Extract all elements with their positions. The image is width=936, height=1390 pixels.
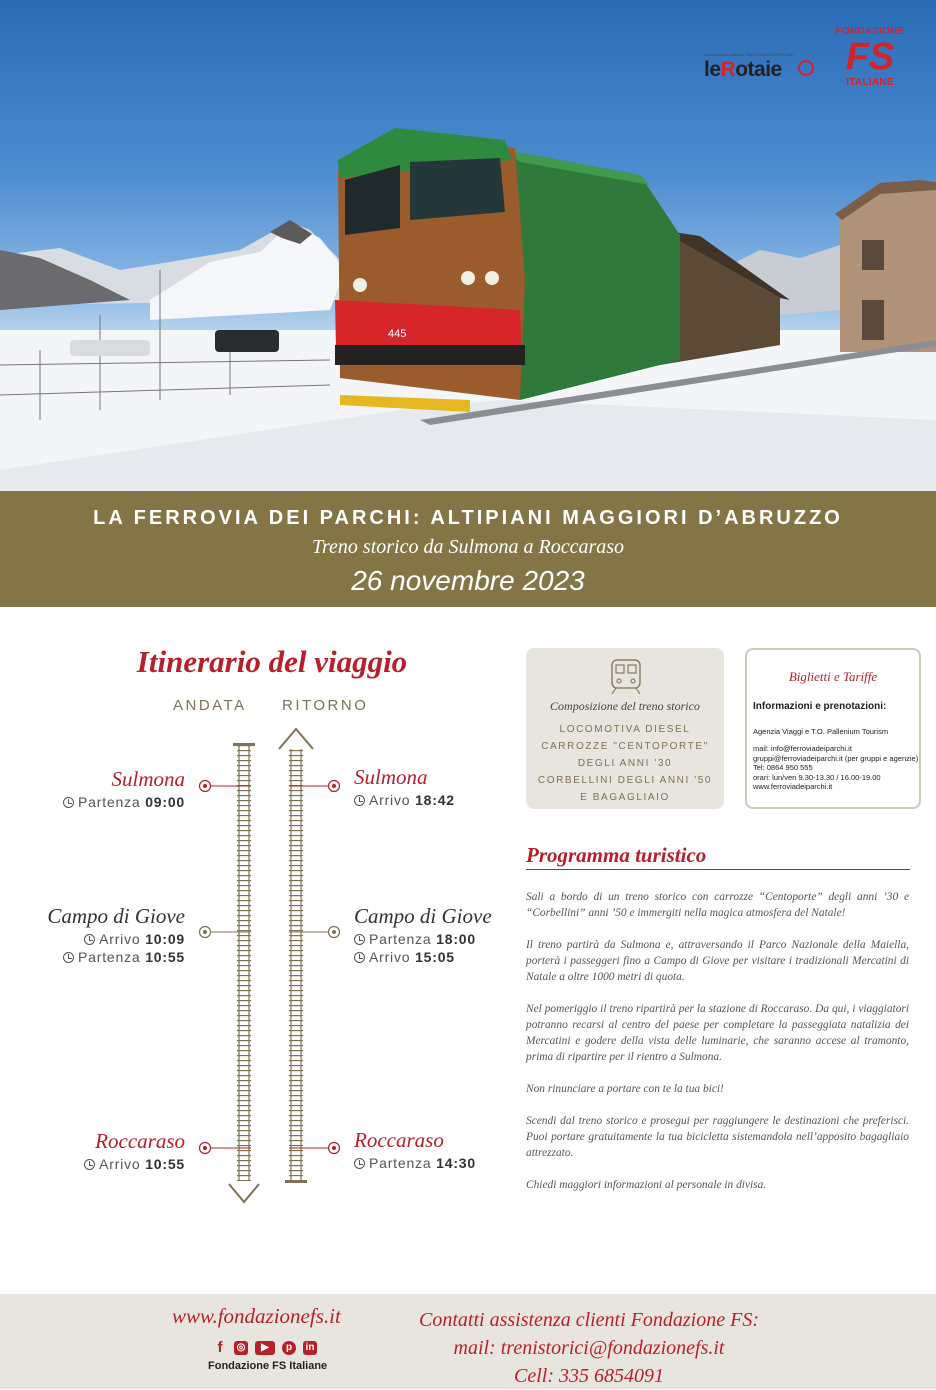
fs-logo-mark: FS: [845, 36, 895, 78]
andata-track: [229, 743, 259, 1202]
andata-stop-campo-di-giove: [20, 904, 185, 965]
program-text: [526, 889, 909, 1209]
fs-logo-top: FONDAZIONE: [835, 26, 905, 37]
itinerary-title: Itinerario del viaggio: [136, 644, 408, 679]
website-link[interactable]: www.fondazionefs.it: [172, 1304, 341, 1328]
stop-time: Arrivo 10:55: [30, 1156, 185, 1172]
ritorno-stop-roccaraso: [354, 1128, 504, 1171]
stop-time: Partenza 09:00: [30, 794, 185, 810]
andata-label: ANDATA: [173, 697, 247, 714]
stop-time: Partenza 10:55: [20, 949, 185, 965]
clock-icon: [354, 934, 365, 945]
composition-item: E BAGAGLIAIO: [580, 792, 670, 803]
train-icon: [609, 656, 643, 696]
tickets-group-mail[interactable]: gruppi@ferroviadeiparchi.it (per gruppi e agenzie): [753, 753, 919, 763]
footer: [0, 1294, 936, 1389]
ritorno-stop-sulmona: [354, 765, 504, 808]
andata-stop-roccaraso: [30, 1129, 185, 1172]
composition-item: DEGLI ANNI '30: [577, 758, 673, 769]
stop-name: Roccaraso: [354, 1128, 444, 1152]
linkedin-icon[interactable]: in: [303, 1341, 317, 1355]
stop-name: Campo di Giove: [354, 904, 492, 928]
footer-brand: Fondazione FS Italiane: [208, 1360, 328, 1372]
tickets-hours: orari: lun/ven 9.30-13.30 / 16.00-19.00: [753, 772, 881, 782]
composition-title: Composizione del treno storico: [550, 699, 700, 713]
clock-icon: [63, 797, 74, 808]
stop-time: Arrivo 18:42: [354, 792, 504, 808]
clock-icon: [84, 934, 95, 945]
composition-items: [526, 721, 724, 806]
social-links: [213, 1339, 324, 1357]
stop-time: Arrivo 10:09: [20, 931, 185, 947]
stop-name: Sulmona: [354, 765, 428, 789]
clock-icon: [354, 795, 365, 806]
lerotaie-tagline: Associazione culturale "AMICI DELLA FERROVIA": [704, 52, 794, 57]
stop-time: Partenza 18:00: [354, 931, 514, 947]
composition-item: CORBELLINI DEGLI ANNI '50: [537, 775, 713, 786]
stop-name: Roccaraso: [95, 1129, 185, 1153]
clock-icon: [84, 1159, 95, 1170]
event-date: 26 novembre 2023: [351, 565, 585, 596]
composition-item: CARROZZE "CENTOPORTE": [541, 741, 709, 752]
lerotaie-wordmark: leRotaie: [704, 58, 782, 81]
ritorno-label: RITORNO: [282, 697, 369, 714]
program-paragraph: Il treno partirà da Sulmona e, attraversando il Parco Nazionale della Maiella, porterà i passeggeri fino a Campo di Giove per visitare i tradizionali Mercatini di Natale a oltre 1000 metri di quota.: [526, 939, 909, 983]
pinterest-icon[interactable]: p: [282, 1341, 296, 1355]
composition-item: LOCOMOTIVA DIESEL: [559, 724, 691, 735]
tickets-contacts: [753, 744, 919, 792]
stop-name: Campo di Giove: [47, 904, 185, 928]
program-title: Programma turistico: [526, 843, 707, 867]
tickets-info-label: Informazioni e prenotazioni:: [753, 701, 887, 712]
program-paragraph: Non rinunciare a portare con te la tua bici!: [526, 1083, 724, 1095]
event-title: LA FERROVIA DEI PARCHI: ALTIPIANI MAGGIORI D’ABRUZZO: [93, 507, 843, 529]
program-paragraph: Chiedi maggiori informazioni al personale in divisa.: [526, 1179, 767, 1191]
ritorno-track: [279, 729, 313, 1183]
event-subtitle: Treno storico da Sulmona a Roccaraso: [311, 536, 625, 558]
andata-stop-sulmona: [30, 767, 185, 810]
instagram-icon[interactable]: ◎: [234, 1341, 248, 1355]
youtube-icon[interactable]: ▶: [255, 1341, 275, 1355]
program-paragraph: Nel pomeriggio il treno ripartirà per la stazione di Roccaraso. Da qui, i viaggiatori potranno recarsi al centro del paese per completare la passeggiata natalizia dei Mercatini e godere della vista delle luminarie, che saranno accese al tramonto, prima di ripartire per il rientro a Sulmona.: [526, 1003, 909, 1063]
program-paragraph: Scendi dal treno storico e prosegui per raggiungere le destinazioni che preferisci. Puoi portare gratuitamente la tua bicicletta sistemandola nell’apposito bagagliaio attrezzato.: [526, 1115, 909, 1159]
tickets-phone: Tel: 0864 950 555: [753, 763, 813, 772]
contacts-mail[interactable]: mail: trenistorici@fondazionefs.it: [453, 1337, 725, 1359]
tickets-website-link[interactable]: www.ferroviadeiparchi.it: [753, 782, 833, 791]
stop-time: Partenza 14:30: [354, 1155, 504, 1171]
tickets-agency: Agenzia Viaggi e T.O. Pallenium Tourism: [753, 727, 889, 736]
contacts-cell: Cell: 335 6854091: [514, 1365, 664, 1387]
tickets-title: Biglietti e Tariffe: [788, 669, 878, 684]
contacts-title: Contatti assistenza clienti Fondazione FS:: [419, 1309, 759, 1331]
footer-contacts: [380, 1306, 798, 1390]
train-number: 445: [388, 328, 407, 340]
clock-icon: [354, 1158, 365, 1169]
fs-logo-bottom: ITALIANE: [846, 77, 894, 88]
train-composition-panel: [526, 648, 724, 809]
facebook-icon[interactable]: f: [217, 1338, 223, 1356]
tickets-mail[interactable]: mail: info@ferroviadeiparchi.it: [753, 744, 852, 753]
clock-icon: [354, 952, 365, 963]
clock-icon: [63, 952, 74, 963]
program-divider: [526, 869, 910, 870]
ritorno-stop-campo-di-giove: [354, 904, 514, 965]
tickets-panel: [745, 648, 921, 809]
stop-name: Sulmona: [111, 767, 185, 791]
program-paragraph: Sali a bordo di un treno storico con carrozze “Centoporte” degli anni ’30 e “Corbellini” anni ’50 e immergiti nella magica atmosfera del Natale!: [526, 891, 909, 919]
stop-time: Arrivo 15:05: [354, 949, 514, 965]
